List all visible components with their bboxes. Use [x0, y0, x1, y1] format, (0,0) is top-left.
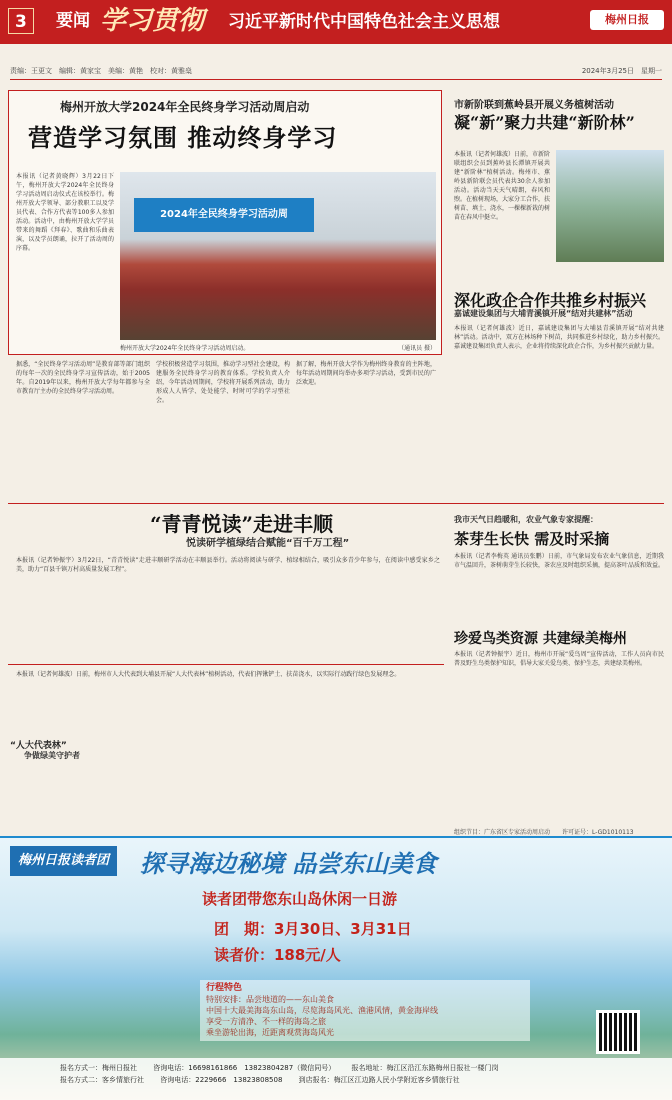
editor-credits: 责编：王更文 编辑：黄家宝 美编：黄艳 校对：黄雅燊: [10, 67, 192, 75]
lead-story-kicker: 梅州开放大学2024年全民终身学习活动周启动: [60, 100, 310, 114]
ad-subtitle: 读者团带您东山岛休闲一日游: [202, 890, 398, 908]
ad-features: [200, 980, 530, 1041]
lead-story-body-col2: 据悉，“全民终身学习活动周”是教育部等部门组织的每年一次的全民终身学习宣传活动，始于2005年。自2019年以来，梅州开放大学每年都参与全市教育厅主办的全民终身学习活动周。: [16, 361, 150, 395]
photo-caption: 梅州开放大学2024年全民终身学习活动周启动。: [120, 345, 250, 352]
contact-phone-2: 咨询电话：2229666 13823808508: [160, 1076, 283, 1084]
story2-headline: 凝“新”聚力共建“新阶林”: [454, 113, 635, 132]
contact-method-2: 报名方式二：客乡情旅行社: [60, 1076, 144, 1084]
lead-story-body-col3: 学校积极营造学习氛围，推动学习型社会建设，构建服务全民终身学习的教育体系。学校负责人介绍，今年活动周期间，学校将开展系列活动，助力形成人人皆学、处处能学、时时可学的学习型社会。: [156, 361, 290, 404]
page-number: 3: [8, 8, 34, 34]
qr-code[interactable]: [596, 1010, 640, 1054]
story4-headline: “青青悦读”走进丰顺: [150, 512, 334, 536]
story5-headline: 茶芽生长快 需及时采摘: [454, 530, 610, 548]
story2-kicker: 市新阶联到蕉岭县开展义务植树活动: [454, 100, 614, 111]
story6-body: 本报讯（记者钟振宇）近日，梅州市开展“爱鸟周”宣传活动，工作人员向市民普及野生鸟类保护知识，倡导大家关爱鸟类、保护生态，共建绿美梅州。: [454, 651, 664, 667]
editor-line: 组织节目：广东省区专家活动周启动 许可证号：L-GD1010113: [454, 829, 634, 836]
paper-logo: 梅州日报: [590, 10, 664, 30]
ad-feature-item: 享受一方清净、不一样的海岛之旅: [206, 1017, 326, 1026]
issue-date: 2024年3月25日 星期一: [581, 67, 662, 75]
story5-body: 本报讯（记者李梅英 通讯员张鹏）日前，市气象局发布农业气象信息，近期我市气温回升，茶树萌芽生长较快，茶农应及时组织采摘，提高茶叶品质和效益。: [454, 553, 664, 569]
ad-feature-item: 中国十大最美海岛东山岛，尽览海岛风光、渔港风情，黄金海岸线: [206, 1006, 438, 1015]
story2-body: 本报讯（记者何雄波）日前，市新阶联组织会员到蕉岭县长潭镇开展共建“新阶林”植树活动。梅州市、蕉岭县新阶联会员代表共30余人参加活动。活动当天天气晴朗，春风和煦。在植树现场，大家分工合作，扶树苗、填土、浇水，一棵棵新栽的树苗在春风中挺立。: [454, 151, 550, 221]
story7-body-cont: [16, 764, 440, 824]
photo-credit: （通讯员 摄）: [398, 345, 436, 352]
story3-body: 本报讯（记者何雄波）近日，嘉诚建设集团与大埔县青溪镇开展“结对共建林”活动。活动中，双方在林场种下树苗，共同推进乡村绿化，助力乡村振兴。嘉诚建设集团负责人表示，企业将持续深化政企合作，为乡村振兴贡献力量。: [454, 325, 664, 350]
story4-deck: 悦读研学植绿结合赋能“百千万工程”: [186, 538, 350, 549]
ad-price: 读者价：188元/人: [214, 946, 341, 964]
section-label: 要闻: [56, 11, 90, 31]
lead-story-body-col4: 据了解，梅州开放大学作为梅州终身教育的主阵地，每年活动周期间均举办多项学习活动，受到市民的广泛欢迎。: [296, 361, 436, 386]
ad-features-title: 行程特色: [206, 983, 243, 993]
column-subtitle: 习近平新时代中国特色社会主义思想: [228, 12, 500, 32]
ad-feature-item: 特别安排：品尝地道的——东山美食: [206, 995, 334, 1004]
event-banner: 2024年全民终身学习活动周: [134, 198, 314, 232]
lead-story-photo: [120, 172, 436, 340]
section-rule-2: [8, 664, 444, 665]
story3-deck: 嘉诚建设集团与大埔青溪镇开展“结对共建林”活动: [454, 309, 633, 318]
lead-story-caption: [120, 343, 436, 352]
ad-brand: 梅州日报读者团: [10, 846, 117, 876]
ad-date: 团 期：3月30日、3月31日: [214, 920, 412, 938]
column-title: 学习贯彻: [100, 6, 205, 36]
story2-photo: [556, 150, 664, 262]
story3-headline: 深化政企合作共推乡村振兴: [454, 291, 647, 310]
story7-headline: “人大代表林”: [10, 741, 67, 751]
ad-feature-item: 乘坐游轮出海，近距离观赏海岛风光: [206, 1028, 334, 1037]
ad-contact: [0, 1058, 672, 1100]
contact-address-1: 报名地址：梅江区沿江东路梅州日报社一楼门岗: [351, 1064, 499, 1072]
ad-title: 探寻海边秘境 品尝东山美食: [140, 849, 437, 878]
contact-address-2: 到店报名：梅江区江边路人民小学附近客乡情旅行社: [298, 1076, 460, 1084]
story5-kicker: 我市天气日趋暖和，农业气象专家提醒：: [454, 515, 598, 524]
meta-line: [10, 66, 662, 80]
story4-body: 本报讯（记者钟振宇）3月22日，“青青悦读”走进丰顺研学活动在丰顺县举行。活动将阅读与研学、植绿相结合，吸引众多青少年参与，在阅读中感受家乡之美，助力“百县千镇万村高质量发展工程”。: [16, 557, 440, 573]
story6-headline: 珍爱鸟类资源 共建绿美梅州: [454, 631, 627, 647]
lead-story-headline: 营造学习氛围 推动终身学习: [28, 123, 338, 152]
lead-story-body-col1: 本报讯（记者黄晓辉）3月22日下午，梅州开放大学2024年全民终身学习活动周启动仪式在该校举行。梅州开放大学领导、部分教职工以及学员代表、合作方代表等100多人参加活动。活动中，由梅州开放大学学员带来的舞蹈《拜春》、歌曲和乐曲表演，以及学员朗诵，拉开了活动周的序幕。: [16, 173, 114, 252]
section-rule: [8, 503, 664, 504]
story7-body: 本报讯（记者何雄波）日前，梅州市人大代表到大埔县开展“人大代表林”植树活动，代表们挥锹铲土、扶苗浇水，以实际行动践行绿色发展理念。: [16, 671, 401, 678]
story7-deck: 争做绿美守护者: [24, 751, 80, 760]
contact-phone-1: 咨询电话：16698161866 13823804287（微信同号）: [153, 1064, 336, 1072]
contact-method-1: 报名方式一：梅州日报社: [60, 1064, 137, 1072]
